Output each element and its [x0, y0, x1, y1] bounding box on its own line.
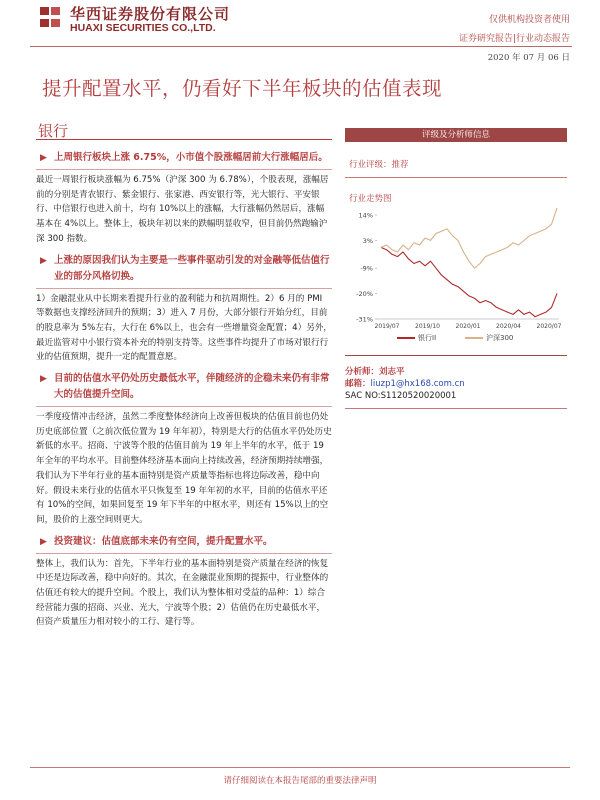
y-tick-label: -31% [356, 315, 373, 324]
x-tick-label: 2020/04 [496, 323, 521, 330]
section-heading: ▶ 目前的估值水平仍处历史最低水平，伴随经济的企稳未来仍有非常大的估值提升空间。 [36, 371, 332, 407]
section-paragraph: 一季度疫情冲击经济，虽然二季度整体经济向上改善但板块的估值目前也仍处历史底部位置（之前次低位置为 19 年年初），特别是大行的估值水平仍处历史新低的水平。招商、宁波等个股的估值目前为 19 年上半年的水平，低于 19 年全年的平均水平。目前整体经济基本面向上持续改善，经济预期持续增强，我们认为下半年行业的基本面特别是资产质量等指标也将边际改善，稳中向好。假设未来行业的估值水平只恢复至 19 年年初的水平，目前的估值水平还有 10%的空间，如果回复至 19 年下半年的中枢水平，则还有 15%以上的空间，股价的上涨空间则更大。 [36, 412, 332, 525]
section-rally-reasons [36, 253, 332, 366]
report-title: 提升配置水平，仍看好下半年板块的估值表现 [42, 77, 443, 100]
series-line-bank [381, 247, 557, 316]
section-paragraph: 最近一周银行板块涨幅为 6.75%（沪深 300 为 6.78%），个股表现，涨幅居前的分别是青农银行、紫金银行、张家港、西安银行等，光大银行、平安银行、中信银行也进入前十，均有 10%以上的涨幅，大行涨幅仍然居后，涨幅基本在 4%以上。整体上，板块年初以来的跌幅明显收窄，但目前仍然跑输沪深 300 指数。 [36, 175, 329, 244]
y-tick-label: -9% [360, 264, 373, 273]
sidebar-divider [345, 177, 567, 178]
chart-legend [345, 333, 567, 347]
y-tick-label: 3% [362, 236, 373, 245]
x-tick-label: 2020/01 [455, 323, 481, 330]
industry-rating: 行业评级：推荐 [349, 160, 409, 170]
industry-label: 银行 [38, 122, 69, 140]
sidebar-header: 评级及分析师信息 [345, 128, 567, 142]
company-name-cn: 华西证券股份有限公司 [70, 5, 231, 23]
industry-trend-chart [345, 207, 567, 337]
footer-divider [30, 767, 570, 768]
series-line-hs300 [381, 208, 557, 268]
section-paragraph: 整体上，我们认为：首先，下半年行业的基本面特别是资产质量在经济的恢复中还是边际改善，稳中向好的。其次，在金融混业预期的提振中，行业整体的估值还有较大的提升空间。个股上，我们认为整体相对受益的品种：1）综合经营能力强的招商、兴业、光大，宁波等个股；2）估值仍在历史最低水平，但资产质量压力相对较小的工行、建行等。 [36, 558, 329, 628]
report-type: 证券研究报告|行业动态报告 [458, 34, 570, 44]
y-tick-label: -20% [356, 290, 373, 299]
legal-disclaimer: 请仔细阅读在本报告尾部的重要法律声明 [223, 776, 377, 786]
analyst-email[interactable]: liuzp1@hx168.com.cn [370, 379, 465, 389]
section-heading: ▶ 投资建议：估值底部未来仍有空间，提升配置水平。 [36, 534, 332, 554]
company-name-en: HUAXI SECURITIES CO.,LTD. [70, 22, 216, 34]
usage-note: 仅供机构投资者使用 [488, 15, 570, 25]
x-tick-label: 2019/07 [374, 323, 400, 330]
y-tick-label: 14% [358, 211, 373, 220]
section-heading: ▶ 上涨的原因我们认为主要是一些事件驱动引发的对金融等低估值行业的部分风格切换。 [36, 253, 332, 289]
section-paragraph: 1）金融混业从中长期来看提升行业的盈利能力和抗周期性。2）6 月的 PMI 等数据也支撑经济回升的预期；3）进入 7 月份，大部分银行开始分红，目前的股息率为 5%左右，大行在 6%以上，也会有一些增量资金配置；4）另外，最近监管对中小银行资本补充的特别支持等。这些事件均提升了市场对银行行业的估值预期，提升一定的配置意愿。 [36, 293, 333, 363]
section-weekly-performance [36, 150, 332, 247]
sidebar-divider [345, 355, 567, 356]
trend-chart-title: 行业走势图 [349, 194, 392, 204]
section-investment-advice [36, 534, 332, 631]
analyst-name: 刘志平 [379, 367, 405, 377]
legend-item-bank: 银行II [397, 333, 436, 343]
header-divider [30, 46, 572, 47]
section-valuation [36, 371, 332, 528]
legend-item-hs300: 沪深300 [465, 333, 513, 343]
main-content [36, 146, 332, 636]
analyst-info [345, 366, 567, 402]
legend-swatch [465, 337, 483, 339]
triangle-bullet-icon: ▶ [40, 536, 47, 547]
x-tick-label: 2020/07 [536, 323, 562, 330]
triangle-bullet-icon: ▶ [40, 153, 47, 163]
legend-swatch [397, 337, 415, 339]
email-row: 邮箱：liuzp1@hx168.com.cn [345, 379, 465, 389]
company-logo-icon [38, 4, 64, 30]
industry-divider [36, 139, 332, 140]
sac-number: S1120520020001 [380, 391, 457, 401]
sac-row: SAC NO:S1120520020001 [345, 391, 457, 401]
triangle-bullet-icon: ▶ [40, 255, 47, 266]
triangle-bullet-icon: ▶ [40, 374, 47, 385]
section-heading: ▶ 上周银行板块上涨 6.75%，小市值个股涨幅居前大行涨幅居后。 [36, 150, 332, 170]
sidebar [345, 128, 567, 409]
analyst-row: 分析师：刘志平 [345, 367, 405, 377]
sidebar-divider [345, 408, 567, 409]
x-tick-label: 2019/10 [415, 323, 440, 330]
report-date: 2020 年 07 月 06 日 [487, 53, 570, 63]
